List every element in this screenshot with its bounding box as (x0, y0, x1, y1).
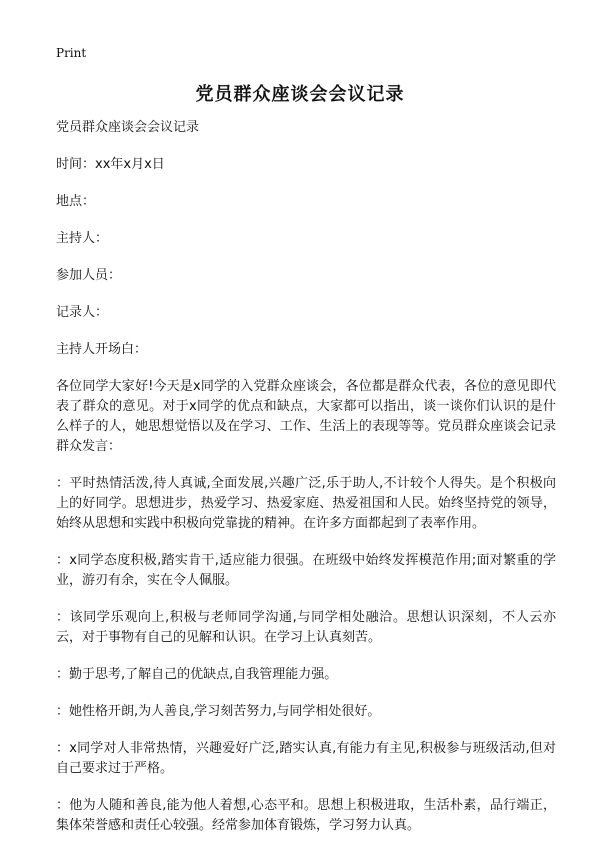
print-link[interactable]: Print (56, 46, 87, 60)
attendees-field: 参加人员： (56, 268, 122, 283)
comment-paragraph: ：x同学态度积极,踏实肯干,适应能力很强。在班级中始终发挥模范作用;面对繁重的学业，游刃有余，实在令人佩服。 (56, 553, 556, 588)
comment-paragraph: ：该同学乐观向上,积极与老师同学沟通,与同学相处融洽。思想认识深刻，不人云亦云，对于事物有自己的见解和认识。在学习上认真刻苦。 (56, 610, 556, 645)
comment-paragraph: ：x同学对人非常热情，兴趣爱好广泛,踏实认真,有能力有主见,积极参与班级活动,但对自己要求过于严格。 (56, 741, 556, 776)
document-title: 党员群众座谈会会议记录 (195, 84, 405, 105)
host-field: 主持人： (56, 231, 109, 246)
recorder-field: 记录人： (56, 305, 109, 320)
document-body (56, 118, 556, 853)
time-field: 时间：xx年x月x日 (56, 157, 165, 172)
opening-paragraph: 各位同学大家好!今天是x同学的入党群众座谈会，各位都是群众代表，各位的意见即代表了群众的意见。对于x同学的优点和缺点，大家都可以指出，谈一谈你们认识的是什么样子的人，她思想觉悟以及在学习、工作、生活上的表现等等。党员群众座谈会记录群众发言： (56, 379, 556, 454)
comment-paragraph: ：她性格开朗,为人善良,学习刻苦努力,与同学相处很好。 (56, 704, 381, 719)
comment-paragraph: ：他为人随和善良,能为他人着想,心态平和。思想上积极进取，生活朴素，品行端正，集体荣誉感和责任心较强。经常参加体育锻炼，学习努力认真。 (56, 798, 556, 833)
subtitle-line: 党员群众座谈会会议记录 (56, 120, 200, 135)
opening-remarks-label: 主持人开场白： (56, 342, 148, 357)
location-field: 地点： (56, 194, 96, 209)
comment-paragraph: ：勤于思考,了解自己的优缺点,自我管理能力强。 (56, 667, 338, 682)
comment-paragraph: ：平时热情活泼,待人真诚,全面发展,兴趣广泛,乐于助人,不计较个人得失。是个积极向上的好同学。思想进步，热爱学习、热爱家庭、热爱祖国和人民。始终坚持党的领导，始终从思想和实践中积极向党靠拢的精神。在许多方面都起到了表率作用。 (56, 476, 556, 531)
